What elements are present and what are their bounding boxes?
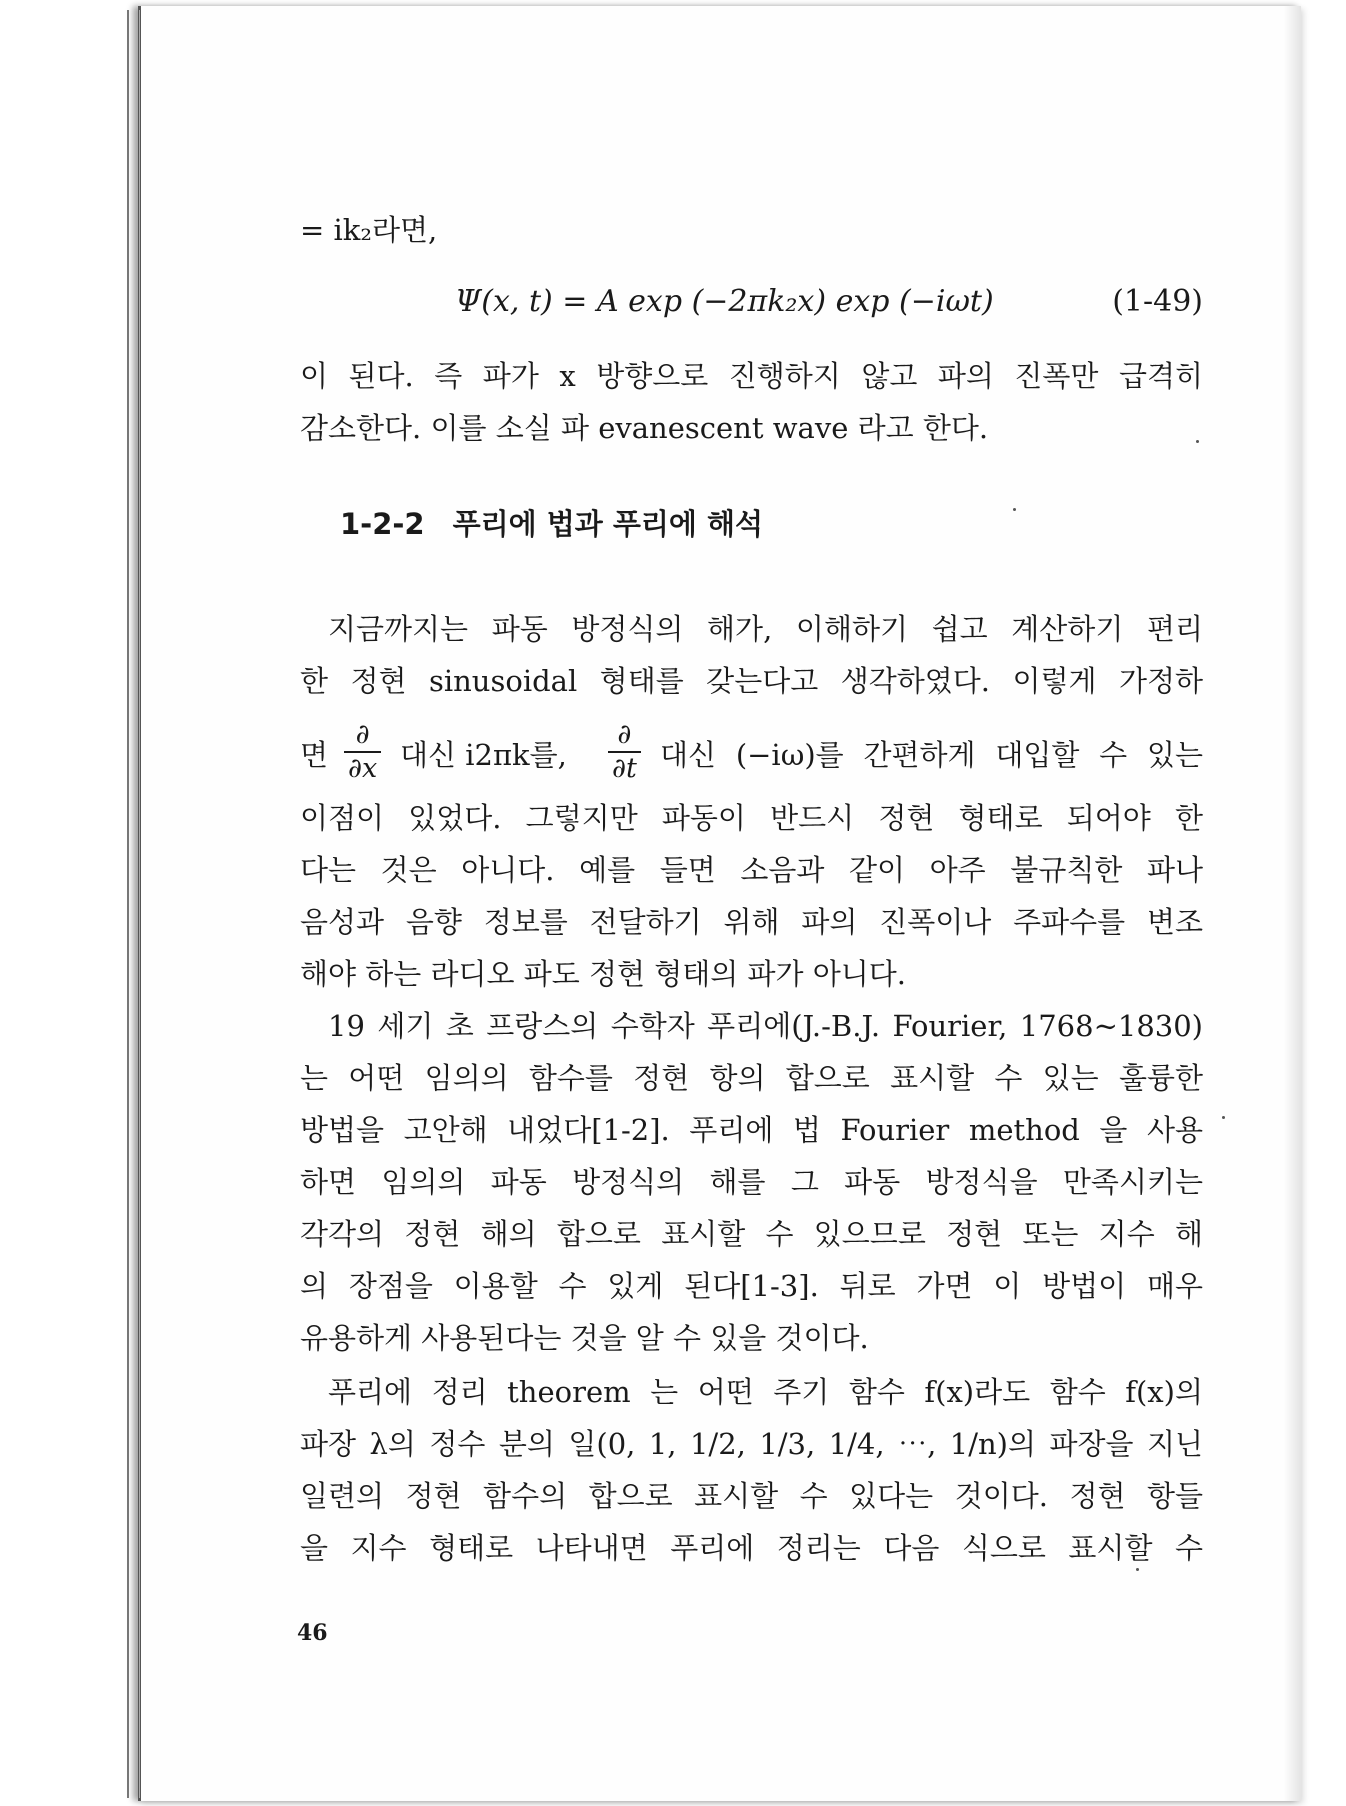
scan-speck [1196, 440, 1199, 443]
partial-x-fraction [344, 719, 381, 785]
fraction-line-text: 대신 i2πk를, [400, 738, 567, 772]
page-number: 46 [297, 1620, 328, 1646]
section-title: 푸리에 법과 푸리에 해석 [452, 507, 764, 541]
equation-1-49 [300, 276, 1203, 328]
paragraph-line: 유용하게 사용된다는 것을 알 수 있을 것이다. [300, 1321, 869, 1355]
paragraph-line: 일련의 정현 함수의 합으로 표시할 수 있다는 것이다. 정현 항들 [300, 1479, 1203, 1513]
paragraph-line: 파장 λ의 정수 분의 일(0, 1, 1/2, 1/3, 1/4, ⋯, 1/n)의 파장을 지닌 [300, 1427, 1203, 1461]
fraction-line-text: 대신 (−iω)를 간편하게 대입할 수 있는 [660, 738, 1203, 772]
fraction-numerator: ∂ [344, 719, 381, 753]
fraction-line-prefix: 면 [300, 738, 329, 772]
paragraph-line: 각각의 정현 해의 합으로 표시할 수 있으므로 정현 또는 지수 해 [300, 1217, 1203, 1251]
page-right-edge [1283, 6, 1301, 1801]
equation-formula: Ψ(x, t) = A exp (−2πk₂x) exp (−iωt) [455, 284, 994, 319]
partial-t-fraction [608, 719, 641, 785]
section-heading [340, 498, 763, 550]
paragraph-line: 다는 것은 아니다. 예를 들면 소음과 같이 아주 불규칙한 파나 [300, 853, 1203, 887]
paragraph-line: 을 지수 형태로 나타내면 푸리에 정리는 다음 식으로 표시할 수 [300, 1531, 1203, 1565]
fraction-numerator: ∂ [608, 719, 641, 753]
paragraph-line: 푸리에 정리 theorem 는 어떤 주기 함수 f(x)라도 함수 f(x)의 [328, 1375, 1203, 1409]
fraction-denominator: ∂x [348, 753, 378, 784]
paragraph-line: 감소한다. 이를 소실 파 evanescent wave 라고 한다. [300, 411, 989, 445]
scan-speck [1136, 1568, 1139, 1571]
scan-speck [1222, 1116, 1225, 1119]
paragraph-line: 음성과 음향 정보를 전달하기 위해 파의 진폭이나 주파수를 변조 [300, 905, 1203, 939]
paragraph-line: 지금까지는 파동 방정식의 해가, 이해하기 쉽고 계산하기 편리 [328, 612, 1203, 646]
paragraph-line: 해야 하는 라디오 파도 정현 형태의 파가 아니다. [300, 957, 907, 991]
section-number: 1-2-2 [340, 507, 425, 541]
paragraph-line: 한 정현 sinusoidal 형태를 갖는다고 생각하였다. 이렇게 가정하 [300, 664, 1203, 698]
paragraph-line: 19 세기 초 프랑스의 수학자 푸리에(J.-B.J. Fourier, 1768∼1830) [328, 1009, 1203, 1043]
scan-speck [1013, 508, 1016, 511]
paragraph-line: 방법을 고안해 내었다[1-2]. 푸리에 법 Fourier method 을 사용 [300, 1113, 1203, 1147]
paragraph-line: 이 된다. 즉 파가 x 방향으로 진행하지 않고 파의 진폭만 급격히 [300, 359, 1203, 393]
paragraph-line: 는 어떤 임의의 함수를 정현 항의 합으로 표시할 수 있는 훌륭한 [300, 1061, 1203, 1095]
intro-line: = ik₂라면, [300, 213, 438, 247]
fraction-line [300, 715, 1203, 795]
equation-number: (1-49) [1112, 284, 1203, 319]
fraction-denominator: ∂t [612, 753, 637, 784]
paragraph-line: 의 장점을 이용할 수 있게 된다[1-3]. 뒤로 가면 이 방법이 매우 [300, 1269, 1203, 1303]
paragraph-line: 하면 임의의 파동 방정식의 해를 그 파동 방정식을 만족시키는 [300, 1165, 1203, 1199]
paragraph-line: 이점이 있었다. 그렇지만 파동이 반드시 정현 형태로 되어야 한 [300, 801, 1203, 835]
